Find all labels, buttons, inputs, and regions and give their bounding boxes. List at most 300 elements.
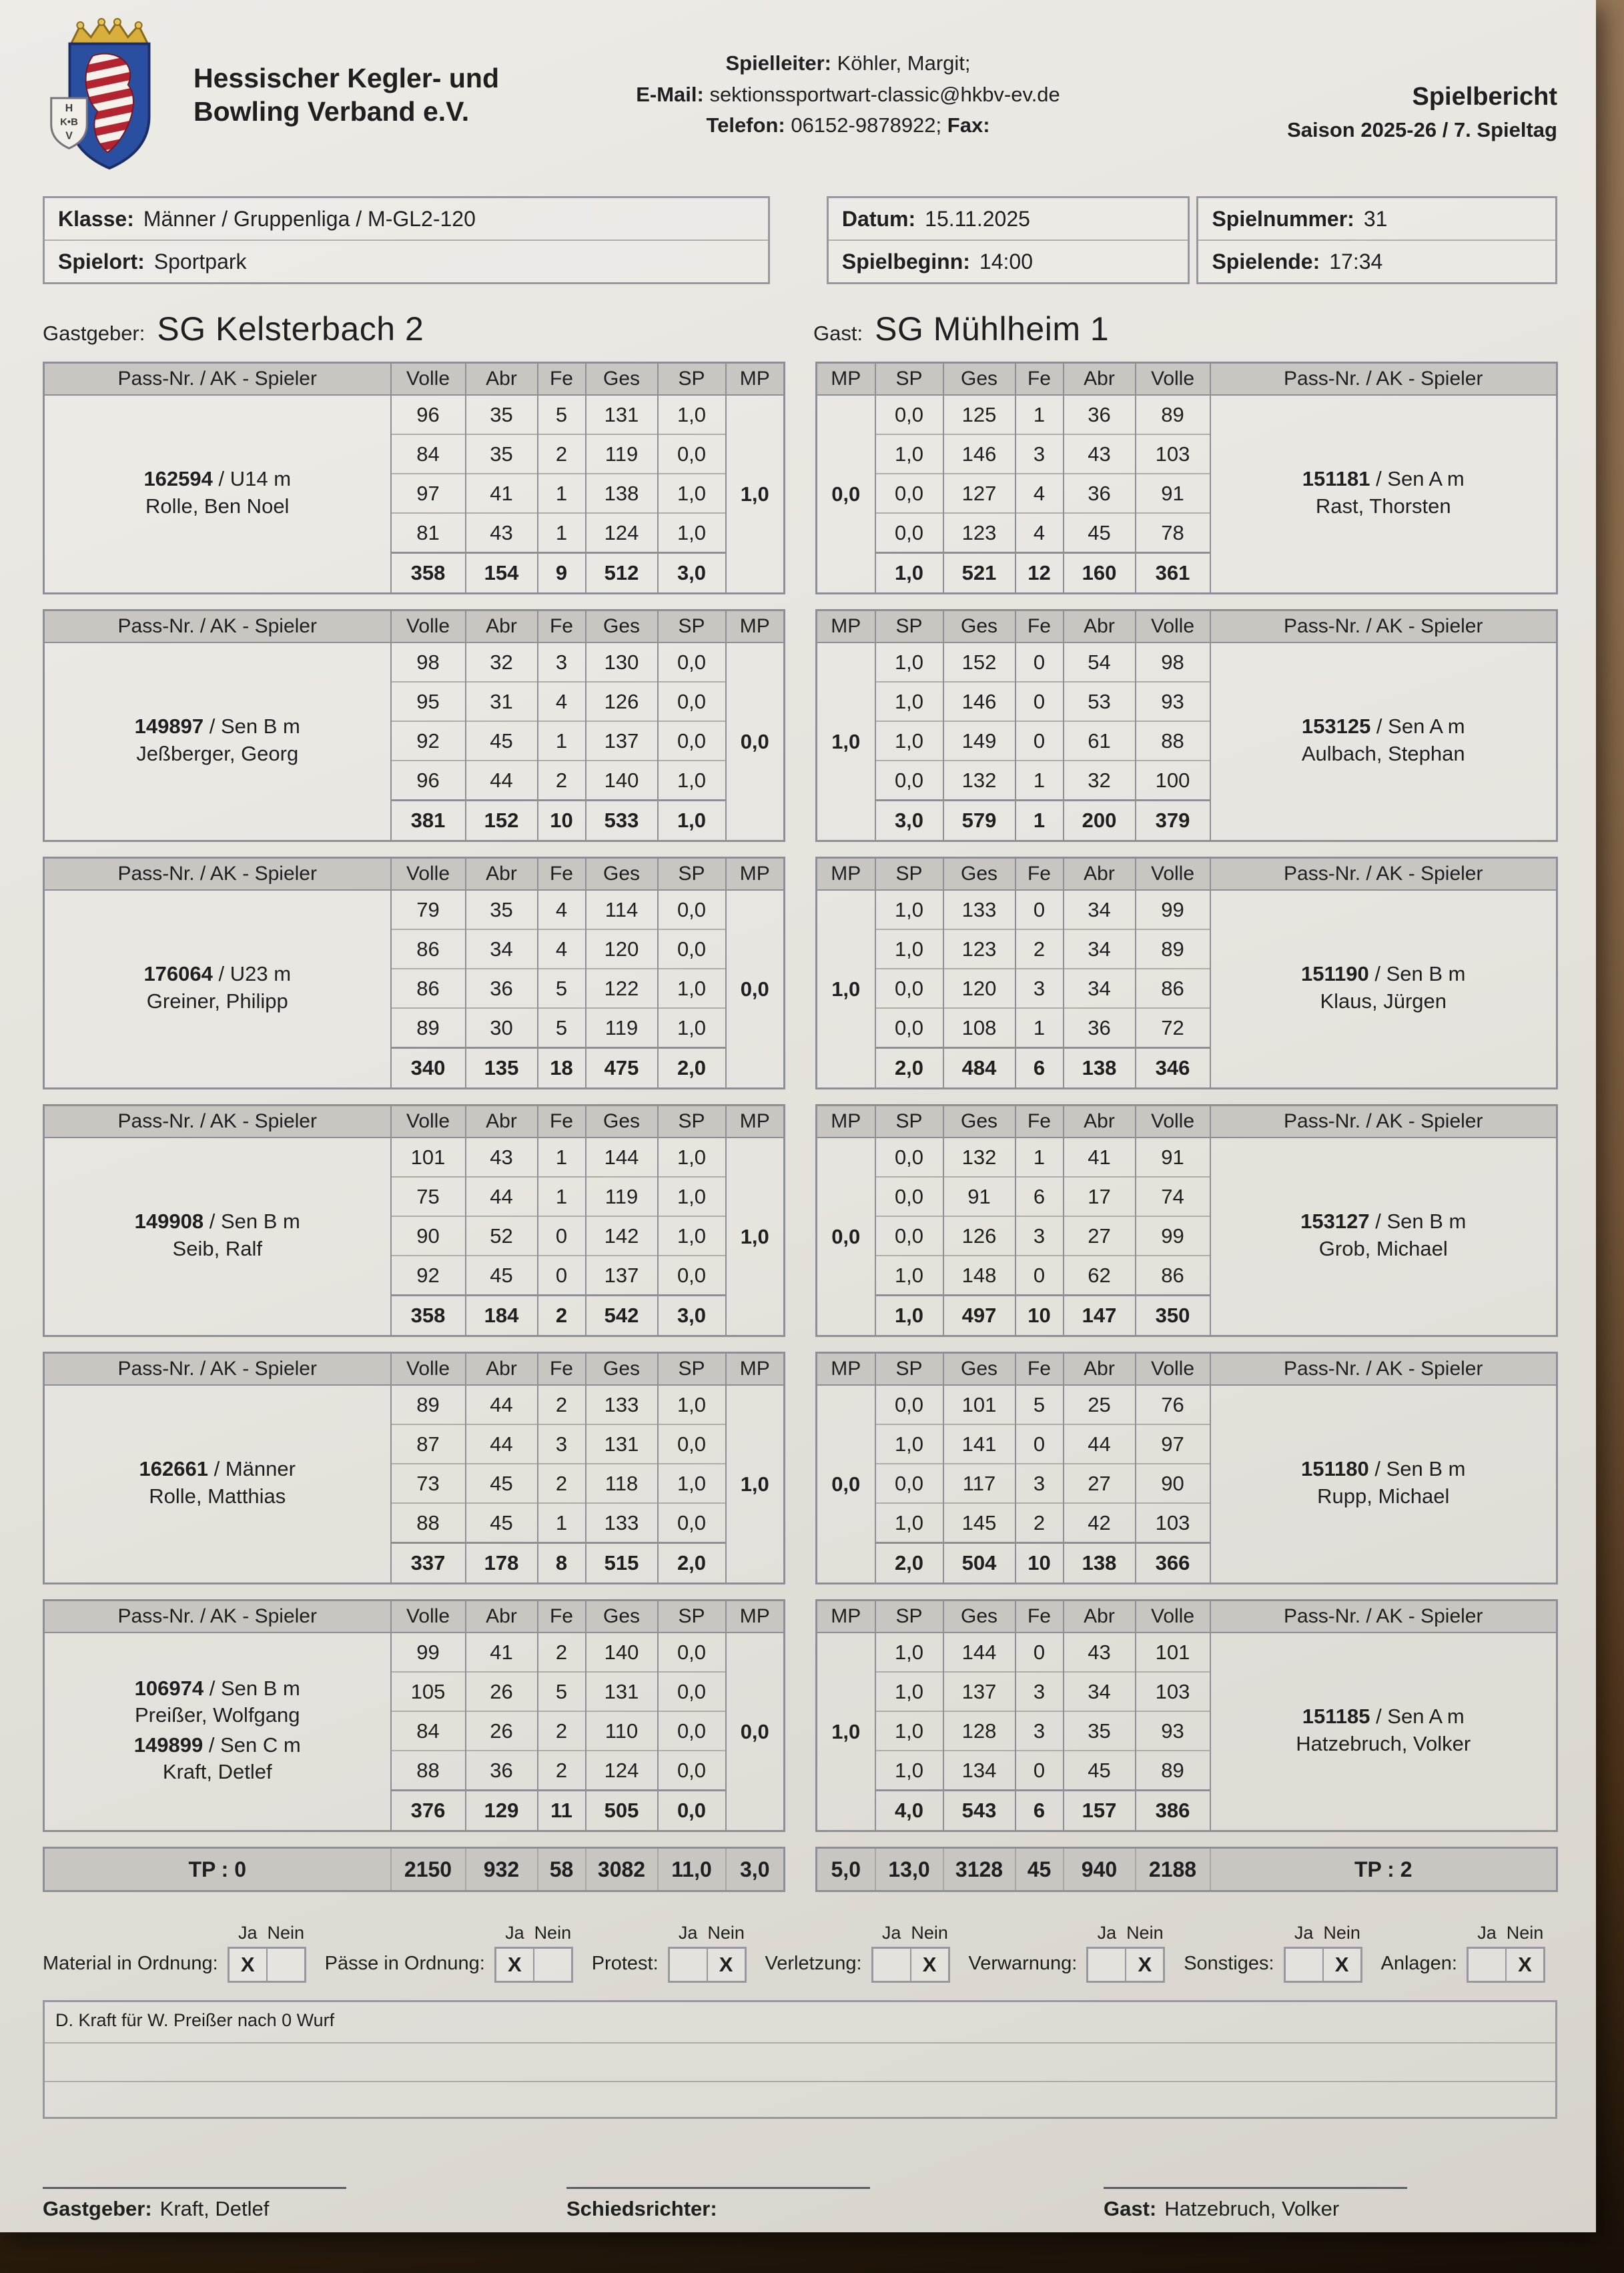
score-cell: 96 [391,395,466,434]
score-cell: 132 [943,1138,1016,1177]
score-cell: 1 [538,513,586,553]
score-cell: 131 [586,395,658,434]
nein-label: Nein [1323,1923,1360,1943]
score-cell: 52 [466,1216,538,1256]
nein-cell: X [1505,1949,1543,1981]
total-cell: 18 [538,1048,586,1089]
check-group-5 [969,1923,1166,1983]
score-cell: 0,0 [658,1503,726,1543]
score-cell: 2 [538,1633,586,1672]
score-cell: 90 [1136,1464,1210,1503]
score-cell: 0,0 [875,969,943,1008]
lane-row [817,1633,1557,1672]
nein-label: Nein [534,1923,572,1943]
score-cell: 91 [1136,1138,1210,1177]
score-cell: 98 [1136,642,1210,682]
score-cell: 43 [1064,434,1136,474]
guest-total-cell: 3128 [943,1848,1016,1891]
score-cell: 79 [391,890,466,929]
nein-cell [533,1949,571,1981]
home-team-label: Gastgeber: [43,322,145,345]
signature-home [43,2187,346,2221]
email-label: E-Mail: [636,82,704,106]
score-cell: 88 [1136,721,1210,761]
total-cell: 152 [466,801,538,841]
total-cell: 147 [1064,1296,1136,1336]
ja-nein-labels [496,1923,572,1943]
score-cell: 125 [943,395,1016,434]
score-cell: 88 [391,1503,466,1543]
score-cell: 103 [1136,434,1210,474]
total-cell: 8 [538,1543,586,1584]
player-id-cell [44,1385,391,1584]
score-cell: 1,0 [875,1672,943,1711]
score-cell: 0,0 [875,1177,943,1216]
score-cell: 1,0 [875,682,943,721]
total-cell: 346 [1136,1048,1210,1089]
score-cell: 2 [538,1385,586,1424]
player-pass-line: 149897 / Sen B m [134,715,300,739]
check-label: Sonstiges: [1184,1953,1274,1974]
col-volle: Volle [1136,363,1210,396]
table-header-row [817,610,1557,643]
total-cell: 157 [1064,1791,1136,1831]
player-pass-number: 151185 [1302,1705,1370,1729]
score-cell: 41 [1064,1138,1136,1177]
score-cell: 5 [538,1008,586,1048]
home-total-cell: 3082 [586,1848,658,1891]
score-cell: 103 [1136,1672,1210,1711]
total-cell: 1,0 [658,801,726,841]
total-cell: 350 [1136,1296,1210,1336]
col-abr: Abr [1064,363,1136,396]
score-cell: 118 [586,1464,658,1503]
score-cell: 1 [538,1177,586,1216]
player-name: Greiner, Philipp [146,989,288,1013]
total-cell: 1,0 [875,1296,943,1336]
score-cell: 88 [391,1751,466,1791]
score-cell: 5 [1016,1385,1064,1424]
ja-label: Ja [678,1923,698,1943]
score-cell: 99 [1136,890,1210,929]
total-cell: 6 [1016,1048,1064,1089]
letterhead [43,17,1557,176]
signature-line [566,2187,870,2189]
col-ges: Ges [943,1353,1016,1386]
col-sp: SP [658,1105,726,1138]
total-cell: 521 [943,553,1016,594]
score-cell: 108 [943,1008,1016,1048]
col-fe: Fe [538,363,586,396]
ja-cell: X [507,1953,522,1976]
table-header-row [44,1353,785,1386]
total-cell: 361 [1136,553,1210,594]
score-cell: 1,0 [875,1503,943,1543]
score-cell: 119 [586,1008,658,1048]
player-name: Klaus, Jürgen [1320,989,1447,1013]
player-name: Rast, Thorsten [1315,494,1451,518]
logo-letter-kb: K•B [60,117,78,128]
total-cell: 160 [1064,553,1136,594]
score-cell: 137 [586,1256,658,1296]
home-player-table-4 [43,1104,785,1337]
home-player-table-5 [43,1352,785,1584]
mp-cell: 1,0 [726,1138,785,1336]
score-cell: 81 [391,513,466,553]
score-cell: 4 [538,929,586,969]
col-abr: Abr [466,1601,538,1633]
col-ges: Ges [943,858,1016,891]
lane-row [44,1385,785,1424]
player-id-cell [44,890,391,1089]
home-total-cell: 932 [466,1848,538,1891]
mp-cell: 1,0 [817,890,875,1089]
ja-label: Ja [238,1923,258,1943]
score-cell: 1,0 [875,1711,943,1751]
player-pass-line: 176064 / U23 m [143,962,292,986]
total-cell: 2,0 [658,1543,726,1584]
player-pass-number: 162661 [139,1457,208,1481]
ja-label: Ja [1097,1923,1117,1943]
total-cell: 484 [943,1048,1016,1089]
score-cell: 0 [538,1256,586,1296]
col-volle: Volle [1136,610,1210,643]
score-cell: 117 [943,1464,1016,1503]
score-cell: 78 [1136,513,1210,553]
guest-total-cell: 5,0 [817,1848,875,1891]
lane-row [44,395,785,434]
total-cell: 3,0 [658,553,726,594]
nein-label: Nein [1126,1923,1164,1943]
score-cell: 1 [1016,395,1064,434]
col-volle: Volle [1136,1353,1210,1386]
score-cell: 0 [1016,642,1064,682]
mp-cell: 0,0 [726,890,785,1089]
score-cell: 1,0 [658,513,726,553]
ja-nein-labels [1088,1923,1164,1943]
mp-cell: 0,0 [817,1385,875,1584]
report-title-block [1197,17,1557,176]
score-cell: 119 [586,434,658,474]
score-cell: 0,0 [875,474,943,513]
spielnummer-value: 31 [1363,206,1388,231]
score-cell: 0,0 [658,721,726,761]
score-cell: 45 [466,1503,538,1543]
total-cell: 2,0 [875,1543,943,1584]
score-cell: 45 [466,721,538,761]
nein-label: Nein [1506,1923,1544,1943]
col-mp: MP [726,363,785,396]
home-total-cell: 3,0 [726,1848,785,1891]
score-cell: 1,0 [875,890,943,929]
score-cell: 126 [586,682,658,721]
ja-cell [1088,1949,1125,1981]
col-player: Pass-Nr. / AK - Spieler [44,1353,391,1386]
home-total-cell: 11,0 [658,1848,726,1891]
score-cell: 97 [391,474,466,513]
check-group-3 [592,1923,747,1983]
col-volle: Volle [391,363,466,396]
total-cell: 9 [538,553,586,594]
check-label: Verletzung: [765,1953,862,1974]
col-player: Pass-Nr. / AK - Spieler [44,1601,391,1633]
score-cell: 86 [1136,1256,1210,1296]
score-cell: 92 [391,1256,466,1296]
check-box [1284,1923,1362,1983]
score-cell: 1,0 [658,1008,726,1048]
col-mp: MP [817,363,875,396]
check-group-4 [765,1923,950,1983]
total-cell: 1,0 [875,553,943,594]
col-volle: Volle [391,610,466,643]
player-id-cell [44,1138,391,1336]
score-cell: 103 [1136,1503,1210,1543]
spielort-row [45,241,768,282]
total-cell: 200 [1064,801,1136,841]
player-pass-line: 149908 / Sen B m [134,1210,300,1234]
remarks-ruled-line [45,2081,1555,2082]
score-cell: 2 [1016,1503,1064,1543]
score-cell: 17 [1064,1177,1136,1216]
score-cell: 128 [943,1711,1016,1751]
score-cell: 61 [1064,721,1136,761]
col-mp: MP [726,1353,785,1386]
score-cell: 89 [391,1385,466,1424]
score-cell: 34 [1064,929,1136,969]
player-name: Kraft, Detlef [162,1759,272,1783]
score-cell: 0,0 [875,1385,943,1424]
score-cell: 140 [586,761,658,801]
total-cell: 12 [1016,553,1064,594]
player-id-cell [1210,1633,1557,1831]
total-cell: 10 [1016,1543,1064,1584]
check-label: Pässe in Ordnung: [324,1953,485,1974]
score-cell: 32 [1064,761,1136,801]
score-cell: 86 [391,969,466,1008]
check-box [871,1923,950,1983]
signature-guest-label: Gast: [1104,2197,1157,2220]
player-pass-number: 106974 [134,1676,204,1700]
score-cell: 2 [538,761,586,801]
score-cell: 35 [466,434,538,474]
col-abr: Abr [1064,1105,1136,1138]
score-cell: 1,0 [658,1385,726,1424]
table-header-row [817,858,1557,891]
col-ges: Ges [586,1353,658,1386]
score-cell: 124 [586,1751,658,1791]
player-pass-line: 162661 / Männer [139,1457,296,1481]
score-cell: 36 [1064,1008,1136,1048]
hkbv-logo [43,17,176,176]
score-cell: 138 [586,474,658,513]
match-pair-2 [43,609,1557,842]
col-abr: Abr [466,363,538,396]
ja-label: Ja [505,1923,524,1943]
home-player-table-6 [43,1599,785,1832]
nein-cell: X [1125,1949,1163,1981]
score-cell: 3 [1016,969,1064,1008]
player-id-cell [44,395,391,594]
spielnummer-label: Spielnummer: [1212,206,1354,231]
score-cell: 27 [1064,1464,1136,1503]
score-cell: 142 [586,1216,658,1256]
signature-line [43,2187,346,2189]
score-cell: 1 [1016,761,1064,801]
score-cell: 36 [1064,474,1136,513]
col-ges: Ges [943,610,1016,643]
score-cell: 89 [1136,929,1210,969]
score-cell: 75 [391,1177,466,1216]
total-cell: 178 [466,1543,538,1584]
score-cell: 120 [943,969,1016,1008]
score-cell: 0,0 [658,929,726,969]
check-box [1086,1923,1165,1983]
lane-row [44,1633,785,1672]
score-cell: 45 [1064,513,1136,553]
score-cell: 0 [1016,1256,1064,1296]
klasse-row [45,198,768,241]
remarks-ruled-line [45,2042,1555,2043]
col-fe: Fe [538,1105,586,1138]
home-team-name: SG Kelsterbach 2 [157,310,424,348]
col-fe: Fe [538,858,586,891]
mp-cell: 0,0 [726,642,785,841]
total-cell: 543 [943,1791,1016,1831]
score-cell: 4 [1016,513,1064,553]
col-mp: MP [817,1601,875,1633]
total-cell: 2,0 [875,1048,943,1089]
score-cell: 5 [538,395,586,434]
check-group-2 [325,1923,573,1983]
score-cell: 0 [1016,1424,1064,1464]
guest-total-cell: 940 [1064,1848,1136,1891]
guest-player-table-4 [815,1104,1558,1337]
total-cell: 505 [586,1791,658,1831]
spielleiter-label: Spielleiter: [725,51,831,75]
score-cell: 44 [466,1385,538,1424]
score-cell: 1 [538,1503,586,1543]
total-cell: 11 [538,1791,586,1831]
score-cell: 41 [466,1633,538,1672]
score-cell: 152 [943,642,1016,682]
remarks-box [43,2000,1557,2119]
player-id-cell [1210,890,1557,1089]
col-volle: Volle [1136,1105,1210,1138]
score-cell: 27 [1064,1216,1136,1256]
score-cell: 0,0 [658,1256,726,1296]
score-cell: 93 [1136,1711,1210,1751]
number-end-box [1196,196,1557,284]
score-cell: 101 [943,1385,1016,1424]
mp-cell: 1,0 [726,395,785,594]
score-cell: 126 [943,1216,1016,1256]
total-cell: 10 [538,801,586,841]
score-cell: 3 [1016,434,1064,474]
spielleiter-value: Köhler, Margit; [837,51,971,75]
score-cell: 30 [466,1008,538,1048]
score-cell: 140 [586,1633,658,1672]
mp-cell: 1,0 [726,1385,785,1584]
total-cell: 138 [1064,1048,1136,1089]
datum-value: 15.11.2025 [925,206,1030,231]
spielleiter-line [499,48,1197,79]
guest-player-table-3 [815,857,1558,1089]
score-cell: 0,0 [875,1464,943,1503]
table-header-row [44,858,785,891]
total-cell: 3,0 [658,1296,726,1336]
score-cell: 36 [1064,395,1136,434]
score-cell: 130 [586,642,658,682]
class-location-box [43,196,770,284]
col-sp: SP [658,610,726,643]
col-fe: Fe [538,610,586,643]
check-cells [228,1947,306,1983]
score-cell: 89 [1136,1751,1210,1791]
score-cell: 0,0 [875,513,943,553]
player-id-cell [1210,1138,1557,1336]
col-ges: Ges [586,610,658,643]
player-pass-line: 153127 / Sen B m [1300,1210,1467,1234]
score-cell: 0 [1016,682,1064,721]
score-cell: 36 [466,969,538,1008]
player-pass-line: 151181 / Sen A m [1302,467,1465,491]
score-cell: 149 [943,721,1016,761]
score-cell: 114 [586,890,658,929]
score-cell: 44 [466,1424,538,1464]
guest-player-table-5 [815,1352,1558,1584]
col-mp: MP [817,1353,875,1386]
col-abr: Abr [466,1353,538,1386]
signature-referee [566,2187,870,2221]
score-cell: 1,0 [875,1633,943,1672]
player-name: Seib, Ralf [172,1236,262,1260]
total-cell: 512 [586,553,658,594]
col-ges: Ges [943,1105,1016,1138]
col-mp: MP [817,610,875,643]
score-cell: 3 [1016,1464,1064,1503]
home-total-cell: 58 [538,1848,586,1891]
guest-tp-cell: TP : 2 [1210,1848,1557,1891]
score-cell: 45 [466,1256,538,1296]
col-abr: Abr [1064,610,1136,643]
match-meta [43,196,1557,284]
score-cell: 1,0 [658,395,726,434]
score-cell: 141 [943,1424,1016,1464]
nein-label: Nein [911,1923,948,1943]
total-cell: 337 [391,1543,466,1584]
col-player: Pass-Nr. / AK - Spieler [1210,1601,1557,1633]
score-cell: 6 [1016,1177,1064,1216]
player-pass-number: 149897 [134,715,204,739]
player-id-cell [44,1633,391,1831]
score-cell: 146 [943,682,1016,721]
total-cell: 3,0 [875,801,943,841]
col-ges: Ges [943,1601,1016,1633]
ja-cell [873,1949,910,1981]
ja-cell [670,1949,707,1981]
check-cells [668,1947,747,1983]
score-cell: 44 [466,1177,538,1216]
score-cell: 124 [586,513,658,553]
score-cell: 146 [943,434,1016,474]
check-cells [1467,1947,1545,1983]
email-line [499,79,1197,111]
score-cell: 105 [391,1672,466,1711]
score-cell: 34 [1064,890,1136,929]
total-cell: 358 [391,553,466,594]
lane-row [817,395,1557,434]
col-abr: Abr [1064,1353,1136,1386]
